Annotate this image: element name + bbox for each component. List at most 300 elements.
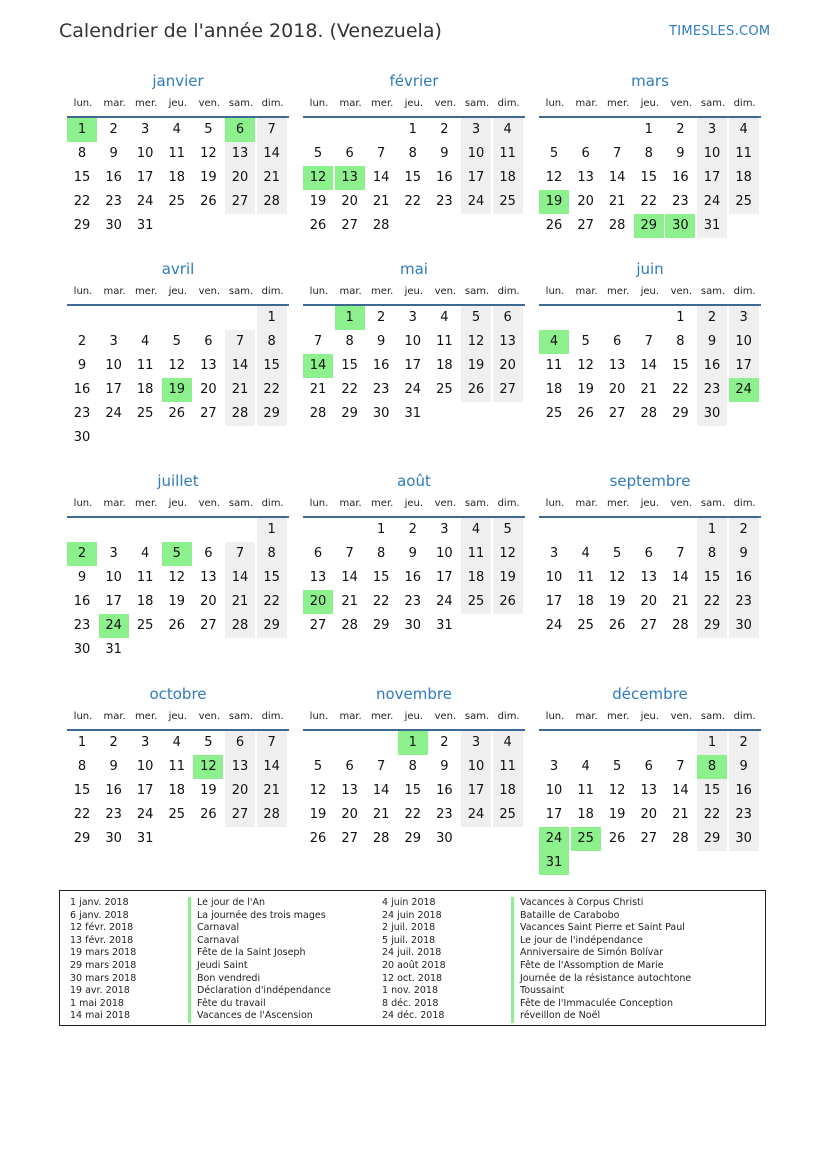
weekday-label: ven.	[434, 98, 457, 109]
day-cell: 16	[436, 783, 453, 798]
weekday-label: mer.	[607, 286, 630, 297]
day-cell: 30	[105, 218, 122, 233]
day-grid	[539, 306, 761, 454]
day-cell: 4	[172, 122, 181, 137]
day-cell: 7	[377, 146, 386, 161]
day-cell: 29	[341, 406, 358, 421]
holiday-day-cell: 31	[539, 851, 569, 875]
legend-holiday-name: Journée de la résistance autochtone	[511, 973, 691, 986]
day-cell: 15	[404, 170, 422, 185]
holiday-day-cell: 30	[665, 214, 695, 238]
weekday-label: mar.	[339, 498, 362, 509]
day-cell: 26	[577, 406, 594, 421]
day-cell: 18	[577, 594, 594, 609]
day-cell: 8	[345, 334, 354, 349]
day-cell: 16	[672, 170, 689, 185]
day-cell: 21	[640, 382, 658, 397]
weekday-label: mer.	[135, 711, 158, 722]
month-name: février	[389, 72, 439, 90]
day-cell: 20	[577, 194, 594, 209]
weekday-header	[539, 98, 761, 112]
holiday-day-cell: 1	[335, 306, 365, 330]
day-cell: 31	[136, 218, 154, 233]
weekday-label: lun.	[545, 498, 565, 509]
legend-date: 29 mars 2018	[70, 959, 137, 971]
day-cell: 5	[613, 759, 622, 774]
day-cell: 21	[608, 194, 626, 209]
day-cell: 1	[697, 518, 727, 542]
day-cell: 17	[697, 166, 727, 190]
holiday-day-cell: 24	[729, 378, 759, 402]
weekday-label: dim.	[261, 498, 284, 509]
day-cell: 2	[408, 522, 417, 537]
day-cell: 20	[225, 166, 255, 190]
day-cell: 17	[436, 570, 453, 585]
day-cell: 20	[640, 807, 658, 822]
day-cell: 26	[168, 406, 186, 421]
day-cell: 28	[372, 831, 390, 846]
day-grid	[67, 518, 289, 666]
day-cell: 20	[200, 382, 217, 397]
day-cell: 18	[493, 779, 523, 803]
day-cell: 20	[493, 354, 523, 378]
day-cell: 3	[440, 522, 449, 537]
day-cell: 30	[729, 614, 759, 638]
day-cell: 1	[644, 122, 653, 137]
day-cell: 11	[729, 142, 759, 166]
day-cell: 27	[640, 831, 658, 846]
legend-holiday-name: Le jour de l'An	[188, 897, 331, 910]
legend-date: 1 janv. 2018	[70, 897, 129, 908]
day-cell: 4	[581, 759, 590, 774]
day-cell: 11	[436, 334, 453, 349]
day-cell: 18	[168, 783, 186, 798]
weekday-label: lun.	[545, 286, 565, 297]
day-cell: 6	[345, 759, 354, 774]
day-cell: 20	[341, 807, 358, 822]
day-cell: 22	[697, 803, 727, 827]
weekday-label: mer.	[135, 98, 158, 109]
day-cell: 14	[341, 570, 358, 585]
weekday-label: ven.	[670, 286, 693, 297]
day-cell: 13	[225, 755, 255, 779]
day-cell: 22	[73, 807, 91, 822]
legend-names-col-1	[188, 897, 331, 1023]
day-cell: 19	[608, 594, 626, 609]
weekday-label: sam.	[228, 286, 254, 297]
day-cell: 12	[493, 542, 523, 566]
day-cell: 12	[168, 570, 186, 585]
day-cell: 11	[136, 570, 154, 585]
day-cell: 4	[729, 118, 759, 142]
day-cell: 22	[341, 382, 358, 397]
day-grid	[67, 306, 289, 454]
weekday-label: ven.	[198, 711, 221, 722]
day-cell: 28	[257, 803, 287, 827]
day-cell: 12	[461, 330, 491, 354]
legend-date: 24 juin 2018	[382, 909, 442, 921]
day-cell: 17	[461, 166, 491, 190]
legend-holiday-name: Bon vendredi	[188, 973, 331, 986]
day-cell: 19	[309, 194, 327, 209]
day-cell: 7	[313, 334, 323, 349]
day-cell: 5	[204, 122, 213, 137]
day-cell: 15	[697, 566, 727, 590]
weekday-label: mer.	[607, 98, 630, 109]
weekday-label: ven.	[670, 711, 693, 722]
weekday-label: lun.	[73, 98, 93, 109]
day-grid	[303, 306, 525, 454]
day-cell: 14	[225, 354, 255, 378]
day-cell: 23	[729, 803, 759, 827]
day-cell: 23	[436, 194, 453, 209]
month-name: juin	[636, 260, 664, 278]
day-cell: 10	[136, 759, 154, 774]
holiday-day-cell: 24	[539, 827, 569, 851]
day-cell: 22	[672, 382, 689, 397]
day-cell: 26	[309, 831, 327, 846]
weekday-label: dim.	[733, 498, 756, 509]
holiday-day-cell: 19	[162, 378, 192, 402]
weekday-header	[67, 286, 289, 300]
day-cell: 27	[225, 803, 255, 827]
day-cell: 27	[493, 378, 523, 402]
legend-holiday-name: Vacances Saint Pierre et Saint Paul	[511, 922, 691, 935]
day-cell: 26	[309, 218, 327, 233]
day-cell: 15	[73, 170, 91, 185]
weekday-label: mer.	[135, 498, 158, 509]
day-cell: 5	[613, 546, 622, 561]
legend-holiday-name: Carnaval	[188, 922, 331, 935]
day-cell: 7	[257, 118, 287, 142]
weekday-label: lun.	[309, 711, 329, 722]
day-cell: 19	[461, 354, 491, 378]
weekday-label: ven.	[434, 711, 457, 722]
day-cell: 10	[461, 142, 491, 166]
weekday-label: ven.	[670, 498, 693, 509]
day-cell: 2	[109, 122, 118, 137]
holiday-day-cell: 4	[539, 330, 569, 354]
day-cell: 12	[309, 783, 327, 798]
day-cell: 9	[729, 542, 759, 566]
day-cell: 30	[73, 642, 91, 657]
day-cell: 15	[640, 170, 658, 185]
day-cell: 8	[257, 330, 287, 354]
day-cell: 19	[168, 594, 186, 609]
day-cell: 20	[640, 594, 658, 609]
day-cell: 23	[436, 807, 453, 822]
day-cell: 12	[200, 146, 217, 161]
day-cell: 2	[377, 310, 386, 325]
legend-holiday-name: Anniversaire de Simón Bolívar	[511, 947, 691, 960]
day-cell: 28	[672, 831, 689, 846]
holiday-day-cell: 24	[99, 614, 129, 638]
weekday-label: mar.	[339, 286, 362, 297]
day-cell: 6	[313, 546, 323, 561]
day-cell: 11	[493, 755, 523, 779]
day-cell: 10	[404, 334, 422, 349]
weekday-label: dim.	[261, 711, 284, 722]
day-cell: 10	[105, 358, 122, 373]
legend-date: 30 mars 2018	[70, 972, 137, 984]
legend-names-col-2	[511, 897, 691, 1023]
day-cell: 17	[136, 783, 154, 798]
day-cell: 31	[136, 831, 154, 846]
day-cell: 28	[608, 218, 626, 233]
day-cell: 15	[73, 783, 91, 798]
day-cell: 24	[105, 406, 122, 421]
day-cell: 6	[345, 146, 354, 161]
month-name: janvier	[152, 72, 204, 90]
day-cell: 15	[257, 354, 287, 378]
day-cell: 26	[200, 807, 217, 822]
day-cell: 16	[729, 779, 759, 803]
day-cell: 3	[141, 735, 150, 750]
site-link[interactable]: TIMESLES.COM	[669, 24, 771, 39]
day-cell: 31	[404, 406, 422, 421]
legend-holiday-name: Fête du travail	[188, 998, 331, 1011]
weekday-label: jeu.	[640, 98, 660, 109]
legend-holiday-name: Le jour de l'indépendance	[511, 935, 691, 948]
day-cell: 26	[545, 218, 563, 233]
day-cell: 9	[377, 334, 386, 349]
day-cell: 18	[577, 807, 594, 822]
day-cell: 10	[461, 755, 491, 779]
day-cell: 22	[372, 594, 390, 609]
day-cell: 22	[404, 194, 422, 209]
day-cell: 5	[172, 334, 181, 349]
weekday-label: mer.	[371, 711, 394, 722]
day-cell: 7	[613, 146, 622, 161]
day-cell: 3	[109, 546, 118, 561]
day-cell: 28	[372, 218, 390, 233]
day-cell: 3	[109, 334, 118, 349]
day-cell: 17	[105, 382, 122, 397]
day-cell: 16	[404, 570, 422, 585]
day-cell: 15	[672, 358, 689, 373]
holiday-day-cell: 19	[539, 190, 569, 214]
legend-date: 6 janv. 2018	[70, 909, 129, 921]
day-cell: 11	[493, 142, 523, 166]
legend-holiday-name: La journée des trois mages	[188, 910, 331, 923]
day-cell: 23	[729, 590, 759, 614]
day-cell: 21	[672, 594, 689, 609]
day-cell: 26	[168, 618, 186, 633]
day-cell: 12	[608, 783, 626, 798]
day-cell: 7	[377, 759, 386, 774]
legend-holiday-name: Déclaration d'indépendance	[188, 985, 331, 998]
weekday-header	[539, 711, 761, 725]
weekday-label: mer.	[607, 498, 630, 509]
day-cell: 26	[608, 831, 626, 846]
legend-holiday-name: Bataille de Carabobo	[511, 910, 691, 923]
day-cell: 14	[640, 358, 658, 373]
weekday-label: mer.	[607, 711, 630, 722]
day-cell: 24	[404, 382, 422, 397]
legend-date: 19 avr. 2018	[70, 985, 130, 997]
weekday-label: mar.	[575, 98, 598, 109]
day-grid	[67, 118, 289, 266]
weekday-label: mer.	[371, 286, 394, 297]
weekday-header	[303, 498, 525, 512]
day-cell: 22	[404, 807, 422, 822]
day-cell: 1	[77, 735, 87, 750]
day-cell: 15	[404, 783, 422, 798]
day-cell: 17	[729, 354, 759, 378]
day-cell: 20	[608, 382, 626, 397]
day-cell: 8	[408, 146, 417, 161]
day-cell: 22	[257, 378, 287, 402]
weekday-label: ven.	[198, 286, 221, 297]
day-cell: 17	[105, 594, 122, 609]
weekday-label: mer.	[135, 286, 158, 297]
month-name: juillet	[157, 472, 199, 490]
day-cell: 14	[608, 170, 626, 185]
day-cell: 16	[436, 170, 453, 185]
day-cell: 21	[341, 594, 358, 609]
day-cell: 29	[404, 831, 422, 846]
day-cell: 13	[608, 358, 626, 373]
day-cell: 16	[105, 783, 122, 798]
day-cell: 14	[257, 755, 287, 779]
day-cell: 24	[697, 190, 727, 214]
day-cell: 15	[372, 570, 390, 585]
day-cell: 18	[729, 166, 759, 190]
day-grid	[539, 731, 761, 879]
weekday-label: jeu.	[404, 98, 424, 109]
weekday-label: mar.	[339, 711, 362, 722]
month-name: avril	[161, 260, 195, 278]
day-cell: 4	[493, 118, 523, 142]
day-cell: 6	[644, 759, 653, 774]
day-cell: 6	[581, 146, 590, 161]
legend-holiday-name: Toussaint	[511, 985, 691, 998]
weekday-label: lun.	[545, 98, 565, 109]
day-cell: 29	[257, 614, 287, 638]
day-cell: 21	[257, 779, 287, 803]
weekday-label: lun.	[309, 286, 329, 297]
day-cell: 29	[672, 406, 689, 421]
weekday-label: ven.	[198, 498, 221, 509]
weekday-header	[303, 286, 525, 300]
day-cell: 7	[676, 546, 685, 561]
day-cell: 1	[676, 310, 685, 325]
day-cell: 23	[105, 807, 122, 822]
month-name: septembre	[609, 472, 691, 490]
day-cell: 3	[549, 759, 559, 774]
day-cell: 4	[172, 735, 181, 750]
day-cell: 10	[697, 142, 727, 166]
day-cell: 3	[461, 731, 491, 755]
weekday-label: jeu.	[168, 98, 188, 109]
day-cell: 27	[577, 218, 594, 233]
day-cell: 5	[581, 334, 590, 349]
weekday-label: jeu.	[640, 711, 660, 722]
weekday-label: jeu.	[168, 498, 188, 509]
day-cell: 29	[73, 831, 91, 846]
day-cell: 24	[545, 618, 563, 633]
weekday-label: ven.	[434, 498, 457, 509]
weekday-label: jeu.	[168, 711, 188, 722]
day-cell: 16	[105, 170, 122, 185]
day-cell: 8	[697, 542, 727, 566]
day-cell: 23	[372, 382, 390, 397]
weekday-header	[539, 498, 761, 512]
legend-date: 4 juin 2018	[382, 897, 436, 908]
legend-date: 1 mai 2018	[70, 997, 124, 1009]
day-cell: 29	[697, 614, 727, 638]
weekday-label: sam.	[700, 286, 726, 297]
day-cell: 6	[493, 306, 523, 330]
day-cell: 9	[408, 546, 417, 561]
day-cell: 30	[404, 618, 422, 633]
weekday-label: sam.	[700, 711, 726, 722]
day-cell: 23	[105, 194, 122, 209]
day-cell: 21	[225, 590, 255, 614]
weekday-label: sam.	[228, 498, 254, 509]
day-cell: 15	[341, 358, 358, 373]
weekday-label: jeu.	[404, 711, 424, 722]
day-cell: 13	[493, 330, 523, 354]
holiday-day-cell: 12	[303, 166, 333, 190]
legend-date: 24 déc. 2018	[382, 1010, 445, 1022]
day-cell: 5	[204, 735, 213, 750]
day-cell: 18	[136, 594, 154, 609]
day-cell: 25	[461, 590, 491, 614]
day-cell: 28	[672, 618, 689, 633]
weekday-label: sam.	[464, 711, 490, 722]
day-cell: 22	[640, 194, 658, 209]
day-cell: 8	[257, 542, 287, 566]
day-cell: 11	[168, 759, 186, 774]
legend-date: 20 août 2018	[382, 959, 446, 971]
day-cell: 24	[136, 807, 154, 822]
day-cell: 9	[109, 759, 118, 774]
day-cell: 10	[729, 330, 759, 354]
day-cell: 20	[200, 594, 217, 609]
day-cell: 25	[436, 382, 453, 397]
day-cell: 29	[257, 402, 287, 426]
day-cell: 27	[200, 618, 217, 633]
day-cell: 2	[77, 334, 87, 349]
day-cell: 6	[225, 731, 255, 755]
day-grid	[539, 118, 761, 266]
day-cell: 9	[676, 146, 685, 161]
day-cell: 26	[200, 194, 217, 209]
day-cell: 12	[545, 170, 563, 185]
weekday-label: jeu.	[404, 498, 424, 509]
day-cell: 4	[493, 731, 523, 755]
day-cell: 23	[404, 594, 422, 609]
weekday-label: mar.	[103, 98, 126, 109]
day-cell: 1	[697, 731, 727, 755]
weekday-label: mer.	[371, 98, 394, 109]
weekday-label: sam.	[228, 711, 254, 722]
weekday-label: dim.	[497, 711, 520, 722]
holiday-day-cell: 2	[67, 542, 97, 566]
day-cell: 31	[105, 642, 122, 657]
weekday-label: mar.	[575, 498, 598, 509]
day-cell: 26	[608, 618, 626, 633]
day-cell: 8	[644, 146, 653, 161]
weekday-header	[303, 711, 525, 725]
day-cell: 13	[200, 358, 217, 373]
day-cell: 18	[136, 382, 154, 397]
day-grid	[67, 731, 289, 879]
weekday-label: mar.	[339, 98, 362, 109]
day-grid	[303, 518, 525, 666]
legend-date: 8 déc. 2018	[382, 997, 439, 1009]
